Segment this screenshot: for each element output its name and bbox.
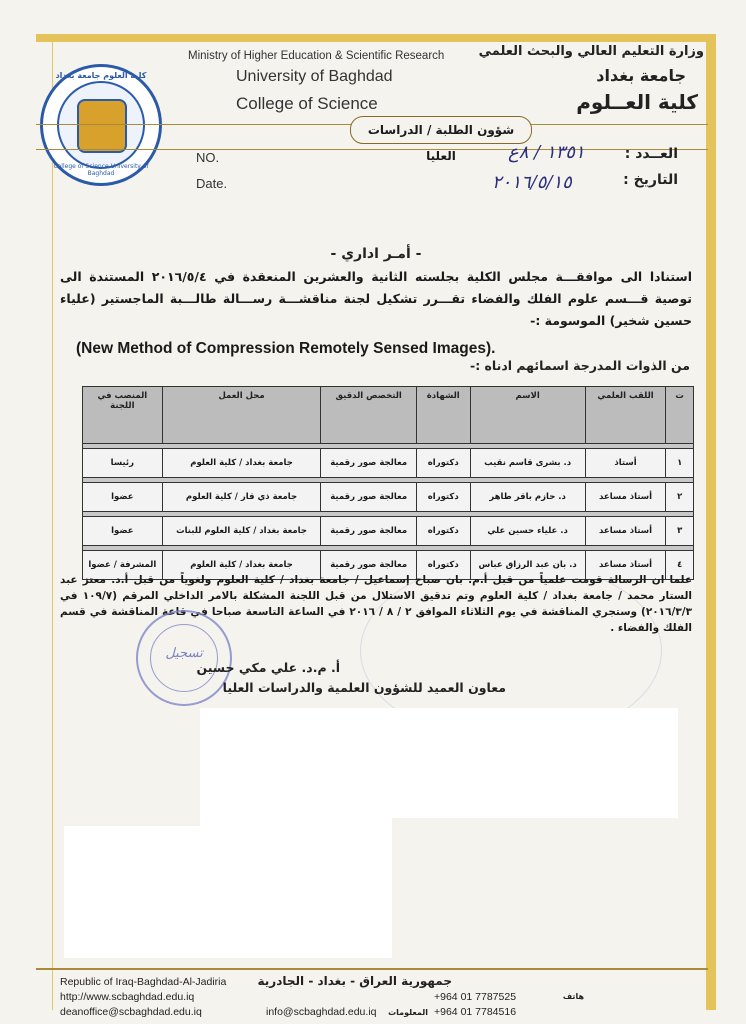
date-label-en: Date. [196, 176, 228, 191]
cell-specialty: معالجة صور رقمية [321, 517, 417, 546]
table-header-row [83, 387, 694, 444]
cell-degree: دكتوراه [416, 517, 470, 546]
cell-workplace: جامعة ذي قار / كلية العلوم [162, 483, 321, 512]
cell-index: ١ [666, 449, 694, 478]
notes-paragraph: علما ان الرسالة قومت علمياً من قبل أ.م. بان صباح إسماعيل / جامعة بغداد / كلية العلوم ولغوياً من قبل أ.د. معتز عبد الستار محمد / جامعة بغداد / كلية العلوم وتم تدقيق الاستلال من قبل اللجنة المشكلة بالامر الداخلي المرقم (١٠٩/٧ في ٢٠١٦/٣/٣) وستجري المناقشة في يوم الثلاثاء الموافق ٢ / ٨ / ٢٠١٦ في الساعة التاسعة صباحا في قاعة المناقشة في قسم الفلك والفضاء . [60, 574, 693, 634]
footer-info-email[interactable]: info@scbaghdad.edu.iq [266, 1006, 377, 1018]
logo-ring-text-en: College of Science University of Baghdad [53, 163, 149, 177]
cell-specialty: معالجة صور رقمية [321, 551, 417, 580]
committee-table [82, 386, 694, 580]
signatory-title: معاون العميد للشؤون العلمية والدراسات العليا [222, 680, 506, 695]
document-date-handwritten: ٢٠١٦/٥/١٥ [492, 172, 572, 193]
col-header-index: ت [666, 387, 694, 444]
footer-address-en: Republic of Iraq-Baghdad-Al-Jadiria [60, 976, 227, 988]
official-stamp-icon [136, 610, 232, 706]
redacted-area [200, 818, 392, 828]
members-intro: من الذوات المدرجة اسمائهم ادناه :- [470, 358, 690, 373]
footer-divider [36, 968, 708, 970]
footer-phone-2: +964 01 7784516 [434, 1006, 517, 1018]
cell-name: د. حازم باقر طاهر [470, 483, 585, 512]
ministry-name-ar: وزارة التعليم العالي والبحث العلمي [478, 44, 704, 59]
cell-workplace: جامعة بغداد / كلية العلوم [162, 449, 321, 478]
frame-top-border [36, 34, 716, 42]
redacted-area [64, 826, 392, 958]
no-label-ar: العــدد : [624, 146, 678, 162]
redacted-area [200, 708, 678, 818]
cell-rank: أستاذ مساعد [585, 517, 666, 546]
frame-left-border [52, 34, 53, 1010]
cell-role: عضوا [83, 483, 163, 512]
footer-dean-email[interactable]: deanoffice@scbaghdad.edu.iq [60, 1006, 202, 1018]
col-header-specialty: التخصص الدقيق [321, 387, 417, 444]
col-header-workplace: محل العمل [162, 387, 321, 444]
footer-address-ar: جمهورية العراق - بغداد - الجادرية [257, 974, 452, 988]
date-label-ar: التاريخ : [623, 172, 678, 188]
cell-specialty: معالجة صور رقمية [321, 483, 417, 512]
footer-info-label: المعلومات [388, 1008, 428, 1017]
col-header-rank: اللقب العلمي [585, 387, 666, 444]
department-tab: شؤون الطلبة / الدراسات العليا [350, 116, 532, 144]
order-title: - أمـر اداري - [330, 246, 422, 262]
cell-rank: أستاذ مساعد [585, 483, 666, 512]
cell-specialty: معالجة صور رقمية [321, 449, 417, 478]
cell-degree: دكتوراه [416, 483, 470, 512]
table-row [83, 449, 694, 478]
col-header-role: المنصب في اللجنة [83, 387, 163, 444]
col-header-name: الاسم [470, 387, 585, 444]
cell-name: د. علياء حسين علي [470, 517, 585, 546]
order-paragraph: استنادا الى موافقـــة مجلس الكلية بجلسته الثانية والعشرين المنعقدة في ٢٠١٦/٥/٤ المستندة الى توصية قـــسم علوم الفلك والفضاء تقـــرر تشكيل لجنة مناقشـــة رســـالة طالـــبة الماجستير (علياء حسين شخير) الموسومة :- [60, 269, 692, 328]
university-name-ar: جامعة بغداد [596, 66, 686, 85]
cell-role: المشرفة / عضوا [83, 551, 163, 580]
col-header-degree: الشهادة [416, 387, 470, 444]
cell-rank: أستاذ [585, 449, 666, 478]
university-name-en: University of Baghdad [236, 68, 393, 85]
document-number-handwritten: ١٣٥١ / ٨ع [508, 142, 585, 163]
cell-role: عضوا [83, 517, 163, 546]
footer-phone-label: هاتف [562, 992, 584, 1001]
table-row [83, 517, 694, 546]
college-name-ar: كلية العــلوم [576, 90, 698, 114]
table-row [83, 483, 694, 512]
cell-name: د. بشرى قاسم نقيب [470, 449, 585, 478]
stamp-label: تسجيل [165, 646, 203, 661]
footer-website[interactable]: http://www.scbaghdad.edu.iq [60, 991, 195, 1003]
cell-workplace: جامعة بغداد / كلية العلوم [162, 551, 321, 580]
college-name-en: College of Science [236, 94, 378, 113]
signatory-name: أ. م.د. علي مكي حسين [196, 660, 340, 675]
cell-index: ٢ [666, 483, 694, 512]
cell-role: رئيسا [83, 449, 163, 478]
cell-name: د. بان عبد الرزاق عباس [470, 551, 585, 580]
cell-degree: دكتوراه [416, 551, 470, 580]
cell-index: ٤ [666, 551, 694, 580]
logo-ring-text: كلية العلوم جامعة بغداد [55, 71, 147, 80]
ministry-name-en: Ministry of Higher Education & Scientific Research [188, 50, 445, 62]
cell-index: ٣ [666, 517, 694, 546]
frame-right-border [706, 34, 716, 1010]
cell-workplace: جامعة بغداد / كلية العلوم للبنات [162, 517, 321, 546]
cell-degree: دكتوراه [416, 449, 470, 478]
cell-rank: أستاذ مساعد [585, 551, 666, 580]
no-label-en: NO. [196, 150, 220, 165]
footer-phone-1: +964 01 7787525 [434, 991, 517, 1003]
thesis-title: (New Method of Compression Remotely Sensed Images). [76, 340, 496, 357]
